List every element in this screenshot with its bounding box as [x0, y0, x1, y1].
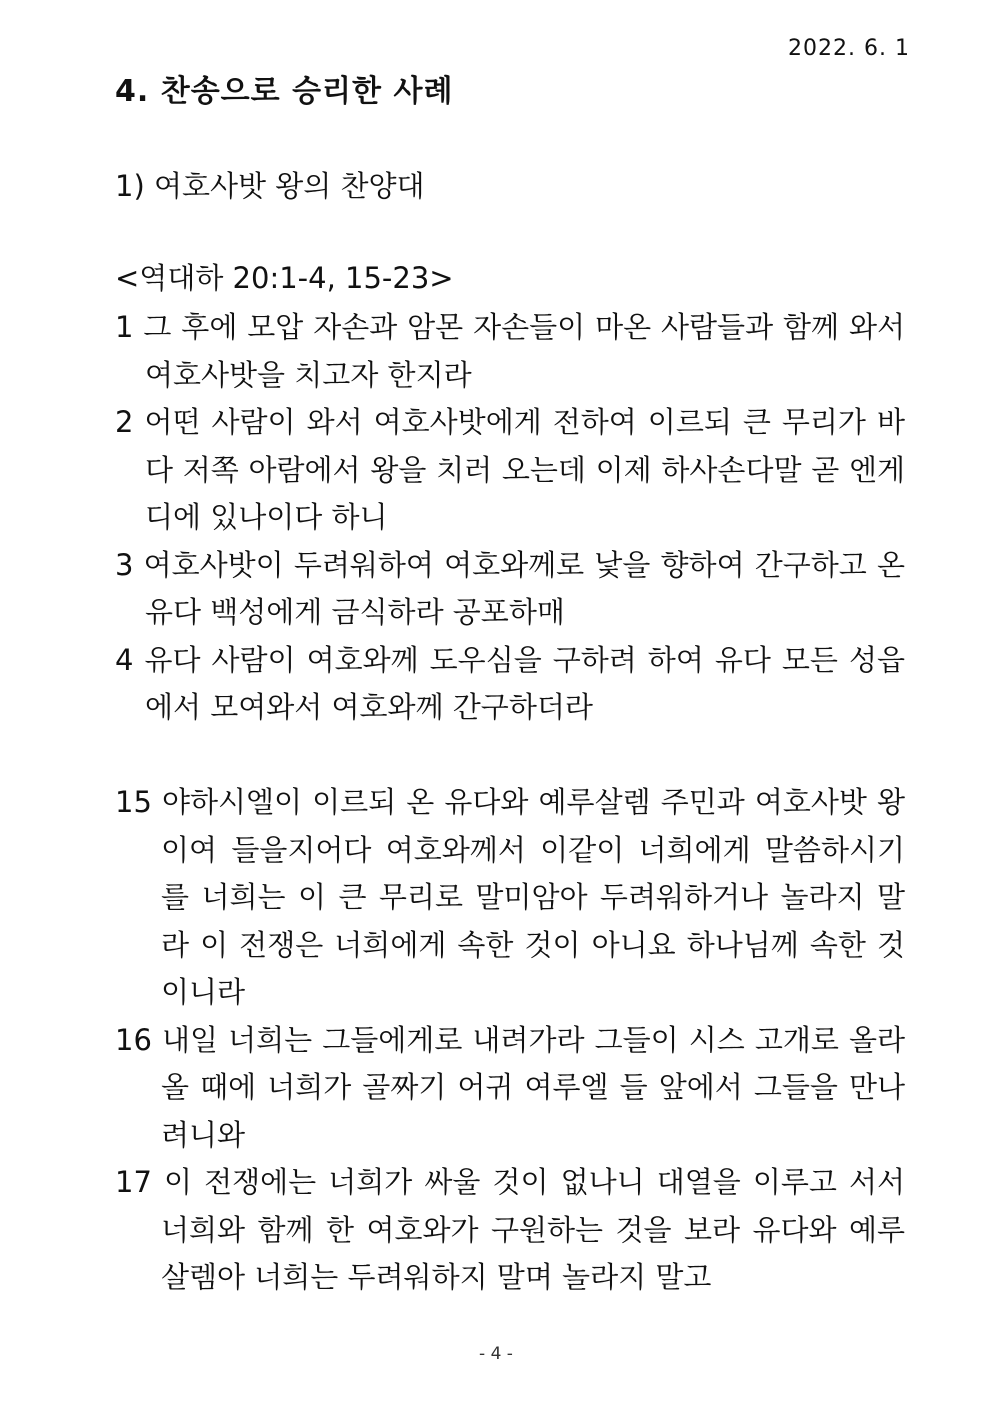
page-number: - 4 -: [479, 1344, 513, 1364]
verse-15: 15 야하시엘이 이르되 온 유다와 예루살렘 주민과 여호사밧 왕이여 들을지어다 여호와께서 이같이 너희에게 말씀하시기를 너희는 이 큰 무리로 말미암아 두려워하거나 놀라지 말라 이 전쟁은 너희에게 속한 것이 아니요 하나님께 속한 것이니라: [115, 785, 905, 1009]
verse-block-1-4: [115, 304, 905, 732]
verse-1: 1 그 후에 모압 자손과 암몬 자손들이 마온 사람들과 함께 와서 여호사밧을 치고자 한지라: [115, 310, 905, 392]
verse-16: 16 내일 너희는 그들에게로 내려가라 그들이 시스 고개로 올라올 때에 너희가 골짜기 어귀 여루엘 들 앞에서 그들을 만나려니와: [115, 1022, 905, 1152]
section-heading: 1) 여호사밧 왕의 찬양대: [115, 169, 425, 203]
verse-17: 17 이 전쟁에는 너희가 싸울 것이 없나니 대열을 이루고 서서 너희와 함께 한 여호와가 구원하는 것을 보라 유다와 예루살렘아 너희는 두려워하지 말며 놀라지 말고: [115, 1165, 905, 1294]
verse-2: 2 어떤 사람이 와서 여호사밧에게 전하여 이르되 큰 무리가 바다 저쪽 아람에서 왕을 치러 오는데 이제 하사손다말 곧 엔게디에 있나이다 하니: [115, 405, 905, 534]
document-date: 2022. 6. 1: [788, 36, 910, 61]
scripture-reference: <역대하 20:1-4, 15-23>: [115, 261, 454, 295]
verse-block-15-17: [115, 779, 905, 1302]
verse-4: 4 유다 사람이 여호와께 도우심을 구하려 하여 유다 모든 성읍에서 모여와서 여호와께 간구하더라: [115, 642, 905, 724]
verse-3: 3 여호사밧이 두려워하여 여호와께로 낯을 향하여 간구하고 온 유다 백성에게 금식하라 공포하매: [115, 547, 905, 629]
chapter-title: 4. 찬송으로 승리한 사례: [115, 74, 454, 109]
